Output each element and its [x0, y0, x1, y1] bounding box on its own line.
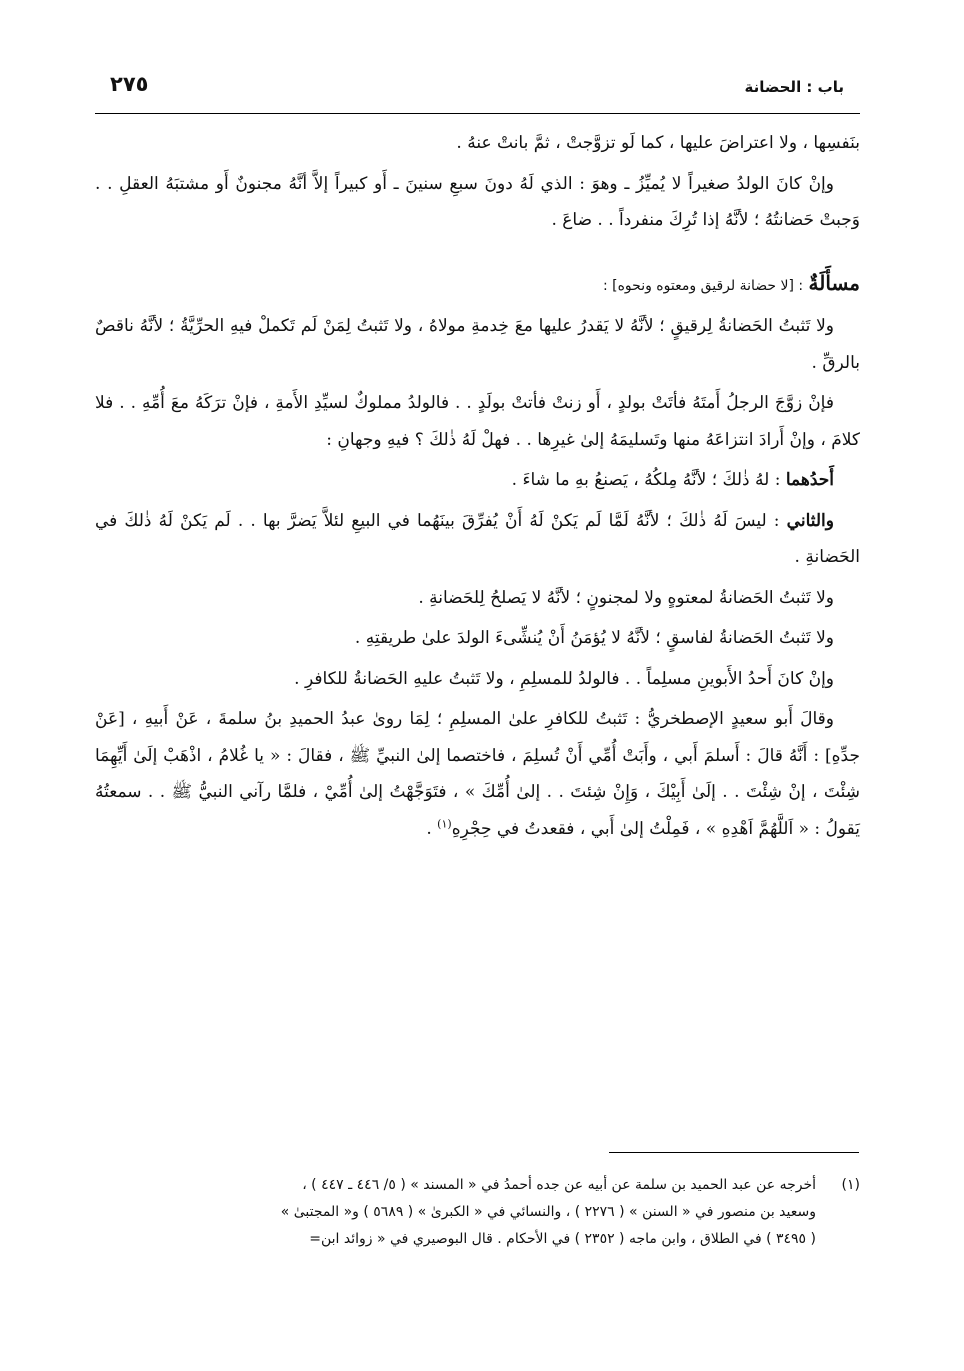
paragraph-5 [95, 462, 860, 499]
paragraph-2: وإنْ كانَ الولدُ صغيراً لا يُميِّزُ ـ وهوَ : الذي لَهُ دونَ سبعِ سنينَ ـ أَو كبيراً إلاَّ أنَّهُ مجنونٌ أَو مشتبَهُ العقلِ . . وَجبتْ حَضانتُهُ ؛ لأنَّهُ إذا تُرِكَ منفرداً . . ضاعَ . [95, 173, 860, 230]
paragraph-6 [95, 503, 860, 576]
paragraph-9: وإنْ كانَ أَحدُ الأَبوينِ مسلِماً . . فالولدُ للمسلِمِ ، ولا تَثبتُ عليهِ الحَضانةُ للكافرِ . [294, 668, 834, 689]
paragraph-10-text: وقالَ أَبو سعيدٍ الإصطخريُّ : تَثبتُ للكافرِ علىٰ المسلِمِ ؛ لِمَا روىٰ عبدُ الحميدِ بنُ سلمةَ ، عَنْ أَبيهِ ، [عَنْ جدِّهِ] : أَنَّهُ قالَ : أَسلمَ أَبي ، وأَبَتْ أُمِّي أَنْ تُسلِمَ ، فاختصما إلىٰ النبيِّ ﷺ ، فقالَ : « يا غُلامُ ، اذْهَبْ إلَىٰ أَيِّهِمَا شِئْتَ ، إنْ شِئْتَ . . إلَىٰ أَبِيْكَ ، وَإِنْ شِئتَ . . إلىٰ أُمِّكَ » ، فتَوَجَّهْتُ إلىٰ أُمِّيْ ، فلمَّا رآني النبيُّ ﷺ . . سمعتُهُ يَقولُ : « اَللَّهُمَّ اَهْدِهِ » ، فَمِلْتُ إلىٰ أَبي ، فقعدتُ في حِجْرِهِ [95, 709, 860, 839]
footnote-separator [609, 1152, 859, 1153]
header-rule [95, 113, 860, 114]
footnote-line: أخرجه عن عبد الحميد بن سلمة عن أبيه عن جده أحمدُ في « المسند » ( ٥/ ٤٤٦ ـ ٤٤٧ ) ، [302, 1177, 816, 1193]
footnote-line: وسعيد بن منصور في « السنن » ( ٢٢٧٦ ) ، والنسائي في « الكبرىٰ » ( ٥٦٨٩ ) و« المجتبىٰ » [280, 1204, 816, 1220]
paragraph-10 [95, 701, 860, 847]
paragraph-6-lead: والثاني [786, 510, 834, 531]
paragraph-10-end: . [426, 818, 438, 839]
page-number: ٢٧٥ [110, 72, 149, 96]
paragraph-5-text: : لهُ ذٰلكَ ؛ لأنَّهُ مِلكُهُ ، يَصنعُ بهِ ما شاءَ . [511, 470, 781, 490]
footnote [95, 1172, 860, 1253]
footnote-line: ( ٣٤٩٥ ) في الطلاق ، وابن ماجه ( ٢٣٥٢ ) في الأحكام . قال البوصيري في « زوائد ابن= [309, 1231, 816, 1247]
paragraph-8: ولا تَثبتُ الحَضانةُ لفاسقٍ ؛ لأنَّهُ لا يُؤمَنُ أَنْ يُنشِّىءَ الولدَ علىٰ طريقتِهِ . [354, 628, 834, 648]
section-heading [95, 265, 860, 305]
footnote-reference[interactable]: (١) [437, 816, 452, 830]
running-header-title: باب : الحضانة [744, 78, 844, 96]
paragraph-1: بنَفسِها ، ولا اعتراضَ عليها ، كما لَو تزوَّجتْ ، ثمَّ بانتْ عنهُ . [456, 133, 860, 153]
paragraph-6-text: : ليسَ لَهُ ذٰلكَ ؛ لأنَّهُ لَمَّا لَم يَكنْ لَهُ أَنْ يُفرِّقَ بينَهُما في البيعِ لئلاَّ يَضرَّ بها . . لَم يَكنْ لَهُ ذٰلكَ في الحَضانةِ . [95, 510, 860, 567]
main-text [95, 125, 860, 851]
footnotes-area [95, 1172, 860, 1253]
footnote-number: (١) [841, 1177, 860, 1193]
section-heading-lead: مسأَلَةٌ [808, 270, 860, 295]
paragraph-5-lead: أَحدُهما [785, 470, 834, 490]
paragraph-3: ولا تَثبتُ الحَضانةُ لِرقيقٍ ؛ لأنَّهُ لا يَقدرُ عليها معَ خِدمةِ مولاهُ ، ولا تَثبتُ لِمَنْ لَم تَكملْ فيهِ الحرِّيَّةُ ؛ لأنَّهُ ناقصٌ بالرقِّ . [95, 316, 860, 373]
section-heading-text: : [لا حضانة لرقيق ومعتوه ونحوه] : [602, 277, 804, 294]
paragraph-4: فإنْ زوَّجَ الرجلُ أَمتَهُ فأتَتْ بولدٍ ، أَو زنتْ فأتتْ بولَدٍ . . فالولدُ مملوكٌ لسيِّدِ الأَمةِ ، فإنْ ترَكَهُ معَ أُمِّهِ . . فلا كلامَ ، وإنْ أَرادَ انتزاعَهُ منها وتَسليمَهُ إلىٰ غيرِها . . فهلْ لَهُ ذٰلكَ ؟ فيهِ وجهانِ : [95, 393, 860, 450]
footnote-body [95, 1172, 816, 1253]
paragraph-7: ولا تَثبتُ الحَضانةُ لمعتوهٍ ولا لمجنونٍ ؛ لأنَّهُ لا يَصلحُ لِلحَضانةِ . [418, 587, 834, 608]
